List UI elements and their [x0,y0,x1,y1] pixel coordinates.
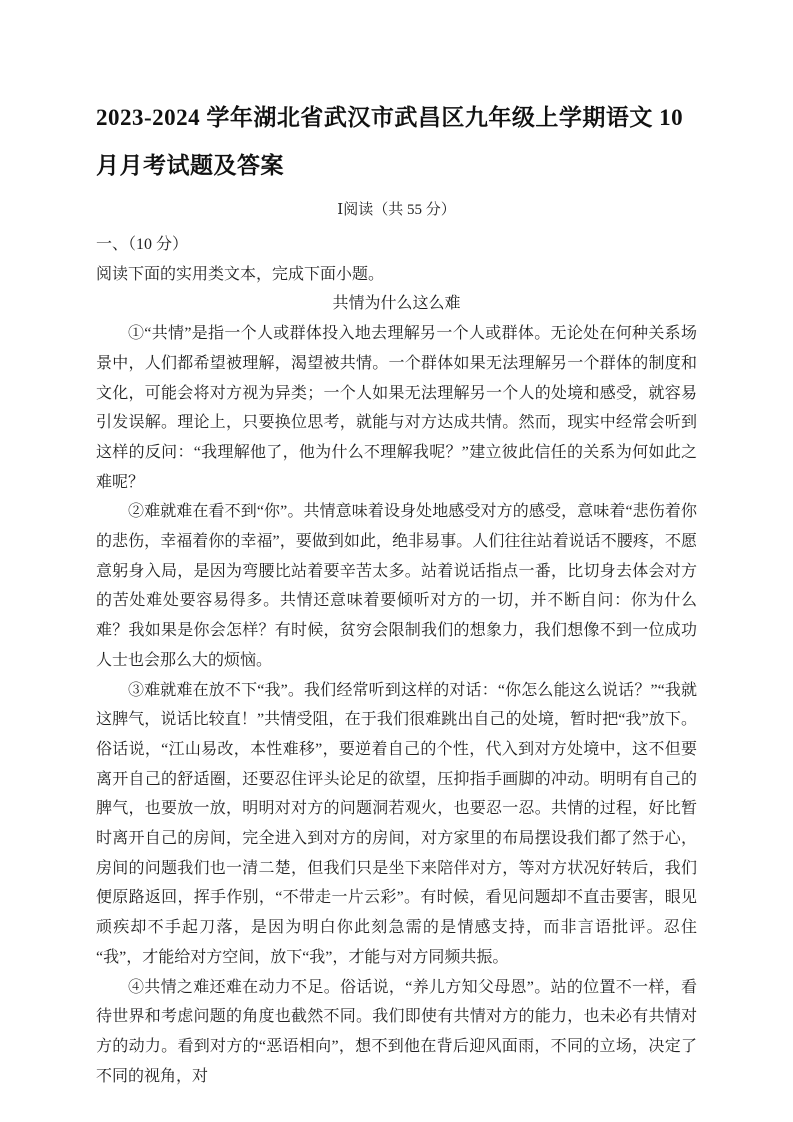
section-heading: Ⅰ阅读（共 55 分） [337,202,456,218]
article-paragraph-3: ③难就难在放不下“我”。我们经常听到这样的对话：“你怎么能这么说话？”“我就这脾气，说话比较直！”共情受阻，在于我们很难跳出自己的处境，暂时把“我”放下。俗话说，“江山易改，本性难移”，要逆着自己的个性，代入到对方处境中，这不但要离开自己的舒适圈，还要忍住评头论足的欲望，压抑指手画脚的冲动。明明有自己的脾气，也要放一放，明明对对方的问题洞若观火，也要忍一忍。共情的过程，好比暂时离开自己的房间，完全进入到对方的房间，对方家里的布局摆设我们都了然于心，房间的问题我们也一清二楚，但我们只是坐下来陪伴对方，等对方状况好转后，我们便原路返回，挥手作别，“不带走一片云彩”。有时候，看见问题却不直击要害，眼见顽疾却不手起刀落，是因为明白你此刻急需的是情感支持，而非言语批评。忍住“我”，才能给对方空间，放下“我”，才能与对方同频共振。 [96,681,697,966]
document-body [96,230,697,1091]
question-number: 一、（10 分） [96,236,189,253]
article-paragraph-2: ②难就难在看不到“你”。共情意味着设身处地感受对方的感受，意味着“悲伤着你的悲伤，幸福着你的幸福”，要做到如此，绝非易事。人们往往站着说话不腰疼，不愿意躬身入局，是因为弯腰比站着要辛苦太多。站着说话指点一番，比切身去体会对方的苦处难处要容易得多。共情还意味着要倾听对方的一切，并不断自问：你为什么难？我如果是你会怎样？有时候，贫穷会限制我们的想象力，我们想像不到一位成功人士也会那么大的烦恼。 [96,503,697,669]
article-paragraph-4: ④共情之难还难在动力不足。俗话说，“养儿方知父母恩”。站的位置不一样，看待世界和考虑问题的角度也截然不同。我们即使有共情对方的能力，也未必有共情对方的动力。看到对方的“恶语相向”，想不到他在背后迎风面雨，不同的立场，决定了不同的视角，对 [96,978,697,1085]
instruction-line: 阅读下面的实用类文本，完成下面小题。 [96,265,385,283]
document-title: 2023-2024 学年湖北省武汉市武昌区九年级上学期语文 10 月月考试题及答案 [96,105,684,178]
article-title: 共情为什么这么难 [332,295,461,313]
article-paragraph-1: ①“共情”是指一个人或群体投入地去理解另一个人或群体。无论处在何种关系场景中，人们都希望被理解，渴望被共情。一个群体如果无法理解另一个群体的制度和文化，可能会将对方视为异类；一个人如果无法理解另一个人的处境和感受，就容易引发误解。理论上，只要换位思考，就能与对方达成共情。然而，现实中经常会听到这样的反问：“我理解他了，他为什么不理解我呢？”建立彼此信任的关系为何如此之难呢？ [96,325,697,491]
